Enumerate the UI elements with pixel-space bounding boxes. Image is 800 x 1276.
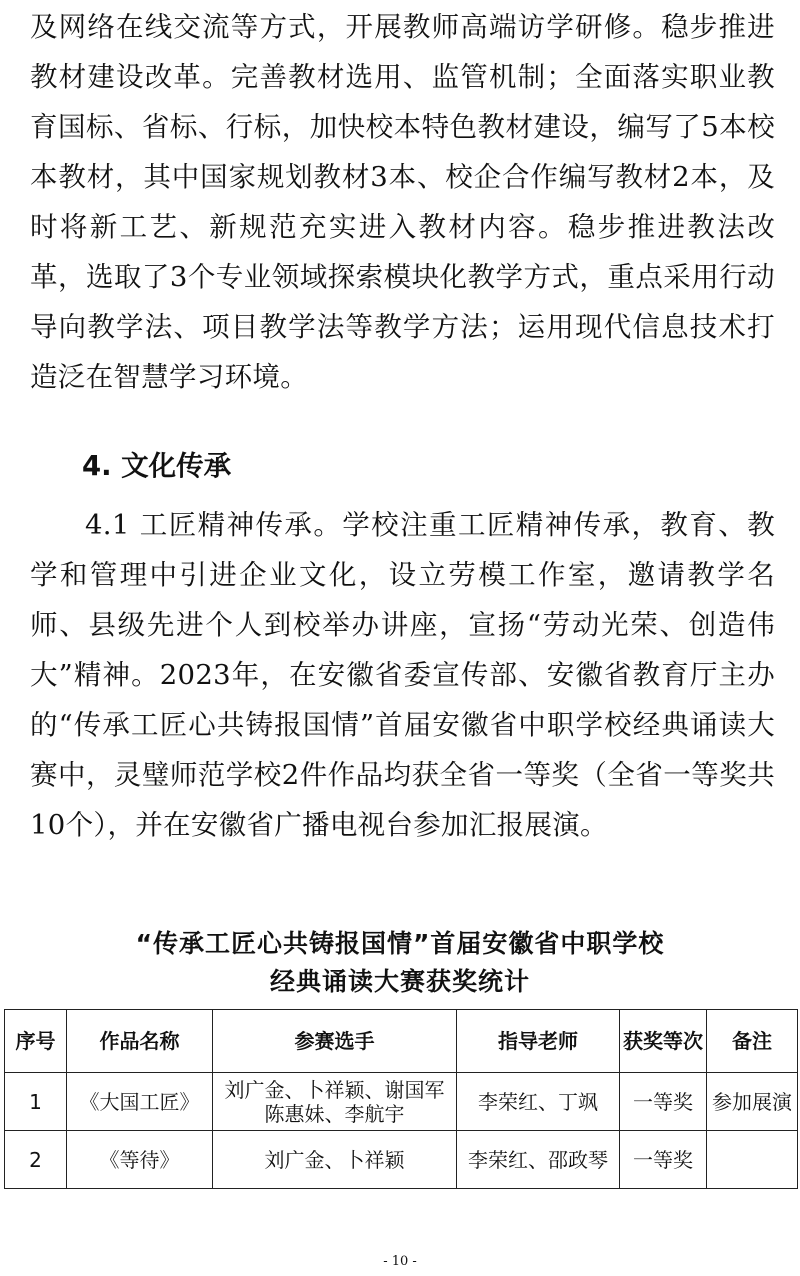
cell-work-title: 《等待》 — [67, 1131, 213, 1189]
participants-line-1: 刘广金、卜祥颖 — [264, 1147, 405, 1172]
cell-award-level: 一等奖 — [620, 1131, 707, 1189]
table-title — [0, 925, 800, 1001]
cell-instructors: 李荣红、丁飒 — [457, 1073, 620, 1131]
cell-participants — [213, 1131, 457, 1189]
header-award-level: 获奖等次 — [620, 1010, 707, 1073]
body-paragraph-craftsmanship: 4.1 工匠精神传承。学校注重工匠精神传承，教育、教学和管理中引进企业文化，设立劳模工作室，邀请教学名师、县级先进个人到校举办讲座，宣扬“劳动光荣、创造伟大”精神。2023年，在安徽省委宣传部、安徽省教育厅主办的“传承工匠心共铸报国情”首届安徽省中职学校经典诵读大赛中，灵璧师范学校2件作品均获全省一等奖（全省一等奖共10个），并在安徽省广播电视台参加汇报展演。 — [30, 509, 775, 841]
header-remarks: 备注 — [707, 1010, 798, 1073]
award-table — [4, 1009, 798, 1189]
cell-index: 1 — [5, 1073, 67, 1131]
table-title-line-2: 经典诵读大赛获奖统计 — [269, 967, 530, 996]
header-index: 序号 — [5, 1010, 67, 1073]
body-paragraph-education-reform: 及网络在线交流等方式，开展教师高端访学研修。稳步推进教材建设改革。完善教材选用、监管机制；全面落实职业教育国标、省标、行标，加快校本特色教材建设，编写了5本校本教材，其中国家规划教材3本、校企合作编写教材2本，及时将新工艺、新规范充实进入教材内容。稳步推进教法改革，选取了3个专业领域探索模块化教学方式，重点采用行动导向教学法、项目教学法等教学方法；运用现代信息技术打造泛在智慧学习环境。 — [30, 11, 775, 393]
cell-remarks: 参加展演 — [707, 1073, 798, 1131]
header-instructors: 指导老师 — [457, 1010, 620, 1073]
cell-remarks — [707, 1131, 798, 1189]
cell-index: 2 — [5, 1131, 67, 1189]
table-row — [5, 1131, 798, 1189]
participants-line-1: 刘广金、卜祥颖、谢国军 — [224, 1077, 445, 1102]
page-number: - 10 - — [383, 1254, 417, 1269]
participants-line-2: 陈惠妹、李航宇 — [264, 1101, 405, 1126]
cell-work-title: 《大国工匠》 — [67, 1073, 213, 1131]
table-row — [5, 1073, 798, 1131]
section-heading-culture: 4. 文化传承 — [82, 450, 232, 482]
cell-instructors: 李荣红、邵政琴 — [457, 1131, 620, 1189]
cell-participants — [213, 1073, 457, 1131]
table-header-row — [5, 1010, 798, 1073]
cell-award-level: 一等奖 — [620, 1073, 707, 1131]
table-title-line-1: “传承工匠心共铸报国情”首届安徽省中职学校 — [135, 929, 665, 958]
header-participants: 参赛选手 — [213, 1010, 457, 1073]
header-work-title: 作品名称 — [67, 1010, 213, 1073]
